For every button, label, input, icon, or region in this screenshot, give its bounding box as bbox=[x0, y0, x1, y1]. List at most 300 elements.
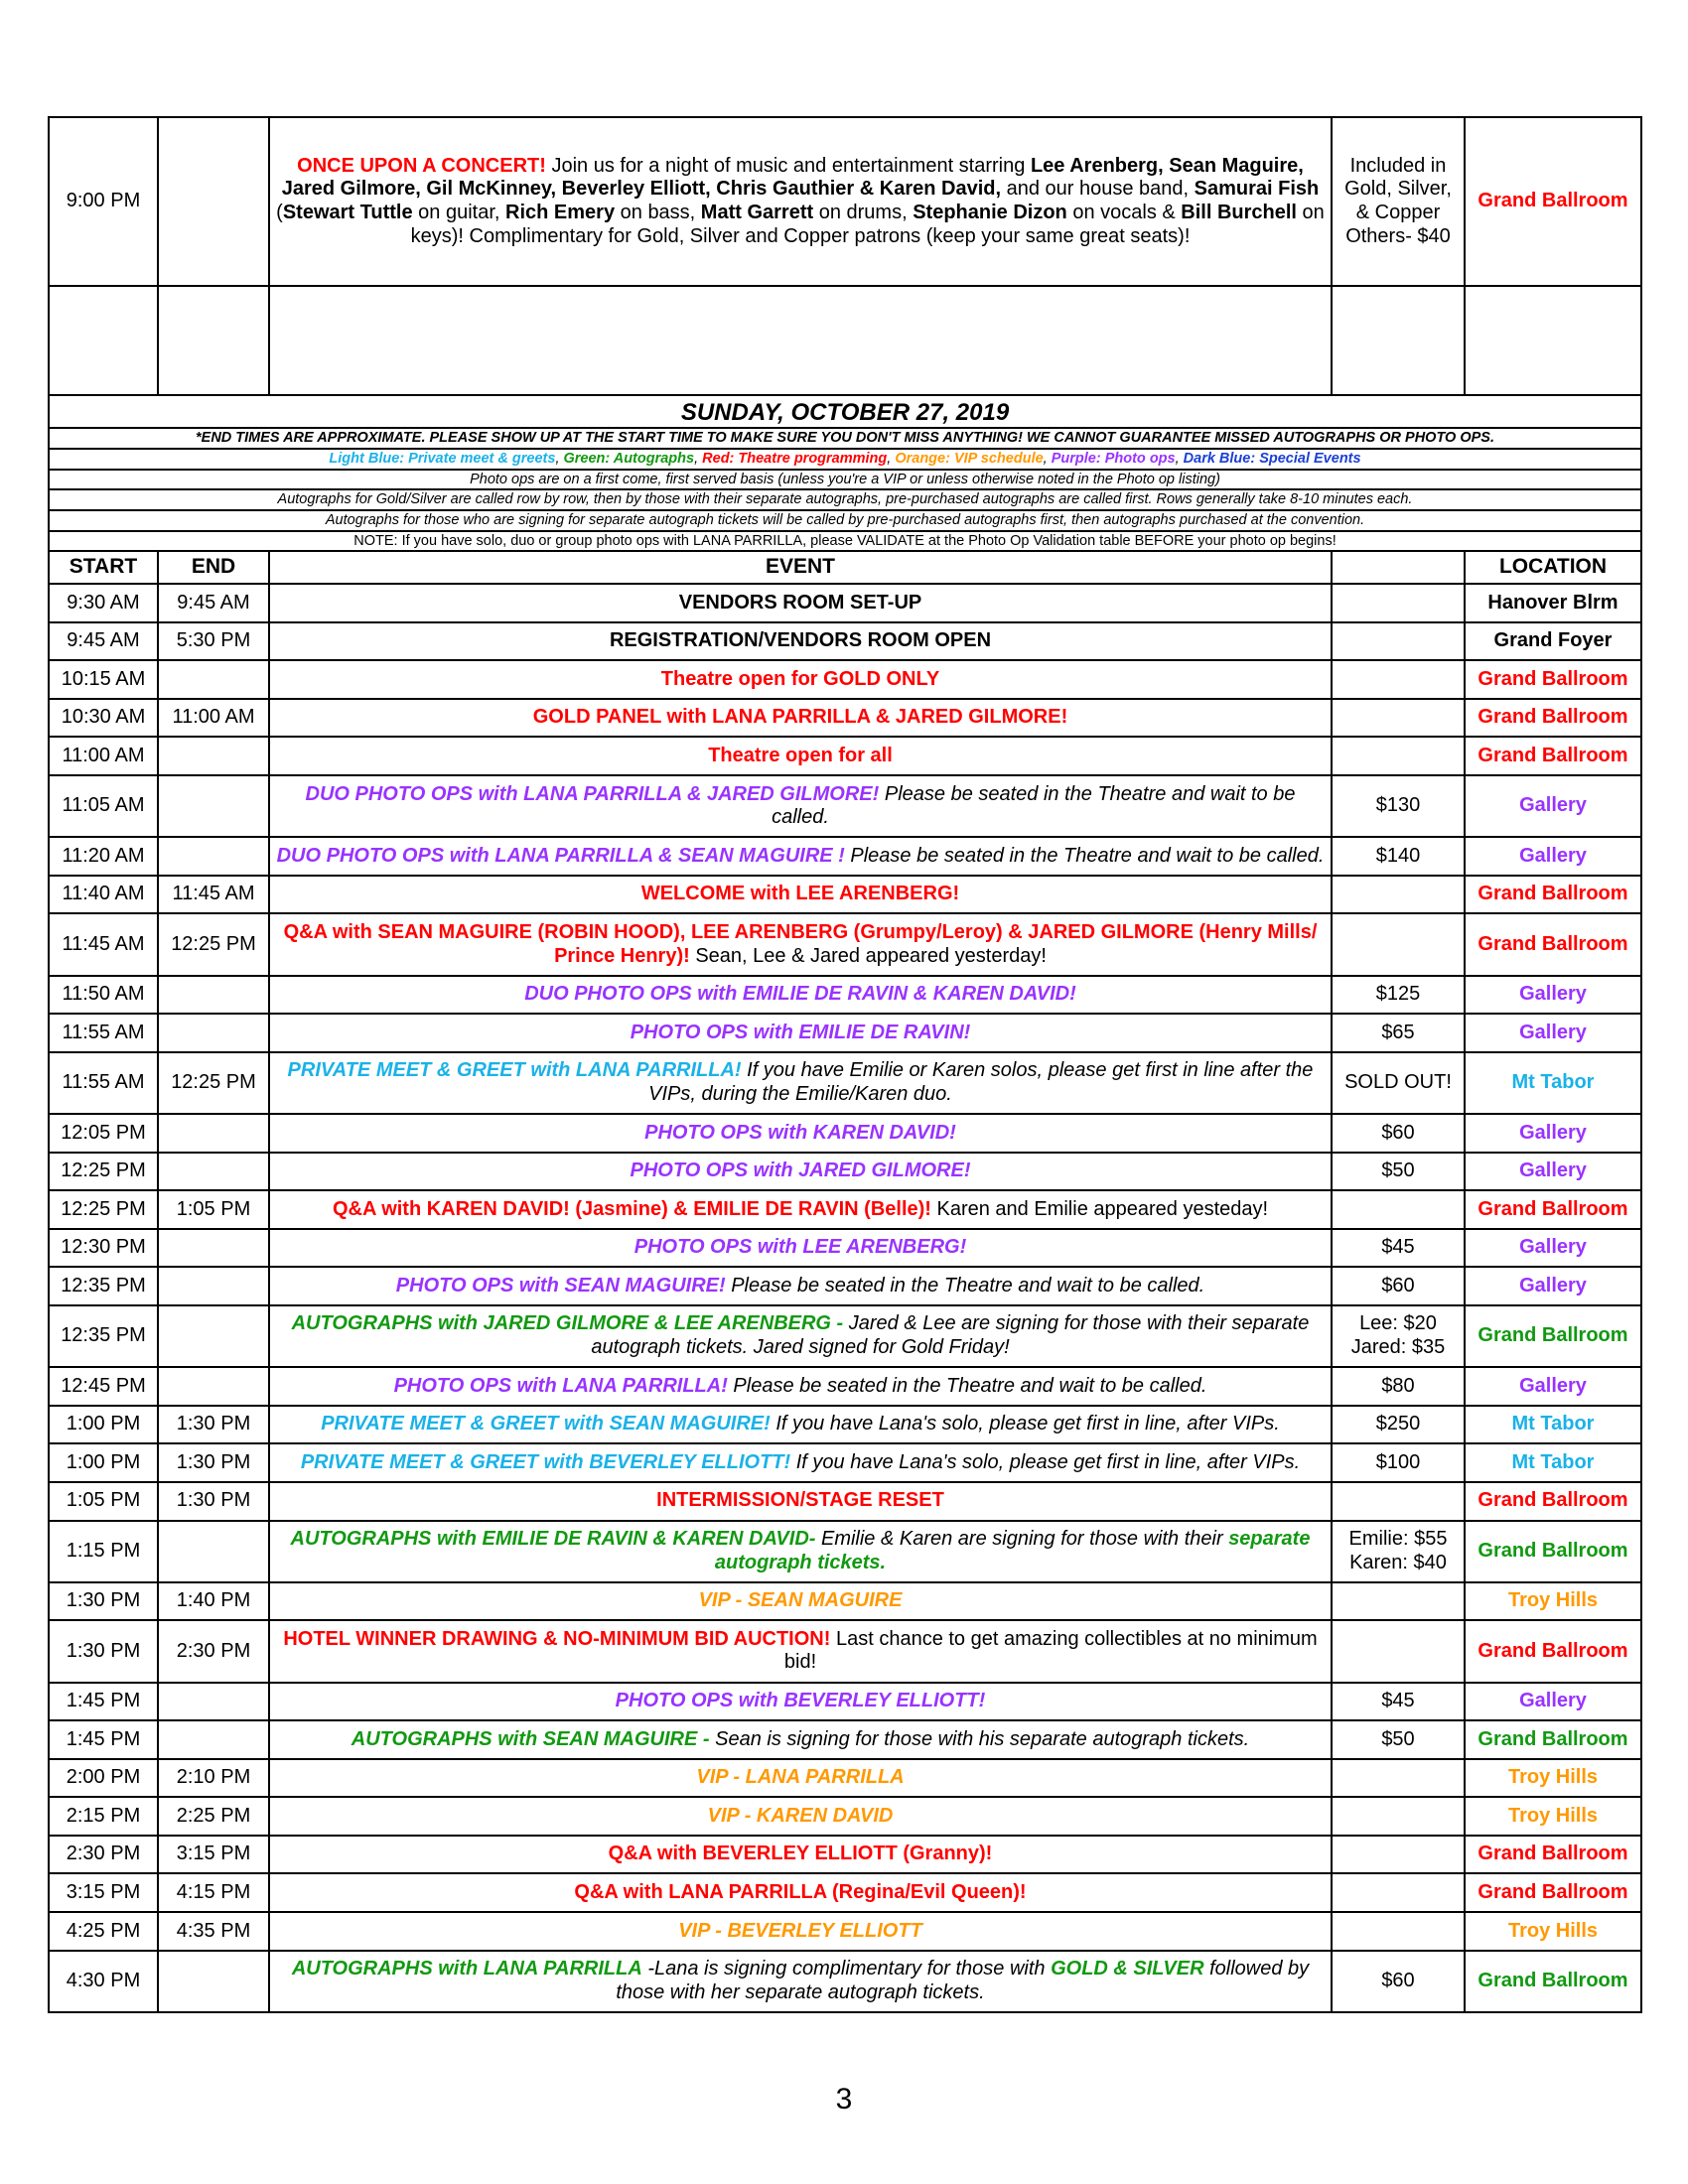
schedule-note bbox=[49, 531, 1641, 552]
schedule-row bbox=[49, 1014, 1641, 1052]
event-text: , bbox=[1175, 450, 1184, 467]
event-text: Q&A with LANA PARRILLA (Regina/Evil Queen)! bbox=[574, 1880, 1027, 1903]
start-time: 1:00 PM bbox=[49, 1406, 158, 1444]
event-text: , bbox=[1043, 450, 1052, 467]
price: $125 bbox=[1332, 976, 1465, 1015]
event-text: Lee Arenberg, Sean Maguire, Jared Gilmore, Gil McKinney, Beverley Elliott, Chris Gauthier & Karen David, bbox=[281, 154, 1304, 201]
event-text: VIP - KAREN DAVID bbox=[707, 1804, 894, 1827]
start-time: 12:05 PM bbox=[49, 1114, 158, 1153]
location: Grand Ballroom bbox=[1465, 699, 1641, 738]
event-text: on keys)! Complimentary for Gold, Silver and Copper patrons (keep your same great seats)! bbox=[410, 202, 1325, 247]
schedule-row bbox=[49, 1951, 1641, 2012]
price bbox=[1332, 1759, 1465, 1798]
event-description bbox=[269, 1912, 1332, 1951]
end-time: 2:30 PM bbox=[158, 1620, 269, 1682]
event-text: Please be seated in the Theatre and wait to be called. bbox=[725, 1274, 1205, 1297]
location: Gallery bbox=[1465, 976, 1641, 1015]
start-time: 11:55 AM bbox=[49, 1052, 158, 1114]
schedule-row bbox=[49, 976, 1641, 1015]
schedule-row bbox=[49, 584, 1641, 622]
location: Gallery bbox=[1465, 1114, 1641, 1153]
event-description bbox=[269, 775, 1332, 837]
event-text: ( bbox=[276, 202, 283, 223]
event-text: Please be seated in the Theatre and wait to be called. bbox=[844, 844, 1325, 867]
location: Gallery bbox=[1465, 775, 1641, 837]
event-text: NOTE: If you have solo, duo or group photo ops with LANA PARRILLA, please VALIDATE at the Photo Op Validation table BEFORE your photo op begins! bbox=[353, 532, 1336, 549]
start-time: 1:30 PM bbox=[49, 1582, 158, 1621]
event-description bbox=[269, 976, 1332, 1015]
location: Grand Ballroom bbox=[1465, 1873, 1641, 1912]
event-text: PHOTO OPS with KAREN DAVID! bbox=[644, 1121, 956, 1144]
end-time bbox=[158, 1683, 269, 1721]
event-text: PRIVATE MEET & GREET with BEVERLEY ELLIOTT! bbox=[300, 1450, 791, 1473]
location: Hanover Blrm bbox=[1465, 584, 1641, 622]
price: $80 bbox=[1332, 1367, 1465, 1406]
price bbox=[1332, 1797, 1465, 1836]
start-time: 11:20 AM bbox=[49, 837, 158, 876]
event-text: AUTOGRAPHS with SEAN MAGUIRE - bbox=[351, 1727, 710, 1750]
location: Grand Ballroom bbox=[1465, 1951, 1641, 2012]
note-row bbox=[49, 428, 1641, 449]
location: Grand Ballroom bbox=[1465, 1836, 1641, 1874]
event-text: PRIVATE MEET & GREET with SEAN MAGUIRE! bbox=[321, 1413, 771, 1435]
event-text: If you have Emilie or Karen solos, please get first in line after the VIPs, during the Emilie/Karen duo. bbox=[648, 1059, 1314, 1105]
event-text: Q&A with KAREN DAVID! (Jasmine) & EMILIE DE RAVIN (Belle)! bbox=[332, 1197, 931, 1220]
event-text: Bill Burchell bbox=[1181, 202, 1297, 223]
event-text: Orange: VIP schedule bbox=[895, 450, 1044, 467]
event-description bbox=[269, 1367, 1332, 1406]
price bbox=[1332, 876, 1465, 914]
event-text: *END TIMES ARE APPROXIMATE. PLEASE SHOW UP AT THE START TIME TO MAKE SURE YOU DON'T MISS ANYTHING! WE CANNOT GUARANTEE MISSED AUTOGRAPHS OR PHOTO OPS. bbox=[196, 430, 1494, 447]
event-description bbox=[269, 660, 1332, 699]
event-description bbox=[269, 1305, 1332, 1367]
event-description bbox=[269, 737, 1332, 775]
event-description bbox=[269, 1797, 1332, 1836]
start-time: 2:15 PM bbox=[49, 1797, 158, 1836]
schedule-row bbox=[49, 1720, 1641, 1759]
end-time: 1:05 PM bbox=[158, 1190, 269, 1229]
event-text: PHOTO OPS with EMILIE DE RAVIN! bbox=[630, 1021, 971, 1043]
event-text: Please be seated in the Theatre and wait to be called. bbox=[772, 782, 1296, 829]
schedule-row bbox=[49, 837, 1641, 876]
event-text: , bbox=[887, 450, 896, 467]
event-description bbox=[269, 1190, 1332, 1229]
column-header-location: LOCATION bbox=[1465, 551, 1641, 584]
start-time: 3:15 PM bbox=[49, 1873, 158, 1912]
end-time: 9:45 AM bbox=[158, 584, 269, 622]
end-time: 4:15 PM bbox=[158, 1873, 269, 1912]
event-text: Dark Blue: Special Events bbox=[1183, 450, 1361, 467]
event-text: PHOTO OPS with SEAN MAGUIRE! bbox=[395, 1274, 726, 1297]
note-row bbox=[49, 489, 1641, 510]
location: Grand Ballroom bbox=[1465, 1620, 1641, 1682]
price bbox=[1332, 699, 1465, 738]
schedule-row bbox=[49, 1406, 1641, 1444]
location: Mt Tabor bbox=[1465, 1406, 1641, 1444]
price: $50 bbox=[1332, 1153, 1465, 1191]
end-time bbox=[158, 737, 269, 775]
location: Grand Ballroom bbox=[1465, 1190, 1641, 1229]
schedule-row bbox=[49, 913, 1641, 975]
schedule-table bbox=[48, 116, 1642, 2013]
event-text: INTERMISSION/STAGE RESET bbox=[656, 1489, 944, 1512]
start-time: 9:45 AM bbox=[49, 622, 158, 661]
event-text: -Lana is signing complimentary for those with bbox=[641, 1958, 1052, 1980]
schedule-row bbox=[49, 1052, 1641, 1114]
location: Grand Ballroom bbox=[1465, 913, 1641, 975]
event-description bbox=[269, 622, 1332, 661]
location: Grand Ballroom bbox=[1465, 117, 1641, 286]
schedule-row bbox=[49, 775, 1641, 837]
event-text: DUO PHOTO OPS with LANA PARRILLA & JARED GILMORE! bbox=[305, 782, 880, 805]
start-time: 1:00 PM bbox=[49, 1443, 158, 1482]
column-header-event: EVENT bbox=[269, 551, 1332, 584]
end-time: 3:15 PM bbox=[158, 1836, 269, 1874]
concert-row bbox=[49, 117, 1641, 286]
page-number: 3 bbox=[835, 2083, 853, 2116]
event-text: If you have Lana's solo, please get first in line, after VIPs. bbox=[790, 1450, 1301, 1473]
end-time bbox=[158, 1305, 269, 1367]
event-description bbox=[269, 1443, 1332, 1482]
start-time: 12:30 PM bbox=[49, 1229, 158, 1268]
event-text: VIP - LANA PARRILLA bbox=[696, 1766, 905, 1789]
event-description bbox=[269, 1267, 1332, 1305]
price: Emilie: $55 Karen: $40 bbox=[1332, 1521, 1465, 1582]
event-text: Q&A with BEVERLEY ELLIOTT (Granny)! bbox=[608, 1843, 993, 1865]
location: Troy Hills bbox=[1465, 1582, 1641, 1621]
end-time bbox=[158, 1521, 269, 1582]
start-time: 11:05 AM bbox=[49, 775, 158, 837]
start-time: 9:30 AM bbox=[49, 584, 158, 622]
event-description bbox=[269, 1406, 1332, 1444]
start-time: 4:25 PM bbox=[49, 1912, 158, 1951]
end-time bbox=[158, 1114, 269, 1153]
end-time: 1:40 PM bbox=[158, 1582, 269, 1621]
price: $100 bbox=[1332, 1443, 1465, 1482]
event-text: Red: Theatre programming bbox=[702, 450, 888, 467]
event-text: Purple: Photo ops bbox=[1051, 450, 1176, 467]
note-row bbox=[49, 449, 1641, 470]
event-text: Join us for a night of music and entertainment starring bbox=[551, 154, 1031, 177]
schedule-row bbox=[49, 1305, 1641, 1367]
event-text: Karen and Emilie appeared yesteday! bbox=[930, 1197, 1269, 1220]
location: Grand Ballroom bbox=[1465, 1482, 1641, 1521]
event-description bbox=[269, 1759, 1332, 1798]
end-time bbox=[158, 1720, 269, 1759]
event-description bbox=[269, 1521, 1332, 1582]
note-row bbox=[49, 531, 1641, 552]
event-description bbox=[269, 117, 1332, 286]
price bbox=[1332, 1873, 1465, 1912]
start-time: 11:50 AM bbox=[49, 976, 158, 1015]
end-time: 1:30 PM bbox=[158, 1443, 269, 1482]
end-time: 1:30 PM bbox=[158, 1482, 269, 1521]
start-time: 1:30 PM bbox=[49, 1620, 158, 1682]
price: $60 bbox=[1332, 1114, 1465, 1153]
end-time bbox=[158, 1229, 269, 1268]
event-text: Emilie & Karen are signing for those with their bbox=[815, 1528, 1229, 1551]
schedule-row bbox=[49, 876, 1641, 914]
end-time: 2:10 PM bbox=[158, 1759, 269, 1798]
price bbox=[1332, 1582, 1465, 1621]
end-time bbox=[158, 1014, 269, 1052]
column-header-start: START bbox=[49, 551, 158, 584]
event-text: GOLD PANEL with LANA PARRILLA & JARED GILMORE! bbox=[532, 706, 1068, 729]
event-description bbox=[269, 1620, 1332, 1682]
note-row bbox=[49, 510, 1641, 531]
schedule-row bbox=[49, 1229, 1641, 1268]
end-time: 11:45 AM bbox=[158, 876, 269, 914]
price bbox=[1332, 1912, 1465, 1951]
schedule-row bbox=[49, 1153, 1641, 1191]
event-description bbox=[269, 1153, 1332, 1191]
price: $130 bbox=[1332, 775, 1465, 837]
location: Gallery bbox=[1465, 1153, 1641, 1191]
price: $65 bbox=[1332, 1014, 1465, 1052]
end-time: 11:00 AM bbox=[158, 699, 269, 738]
price bbox=[1332, 622, 1465, 661]
end-time: 12:25 PM bbox=[158, 913, 269, 975]
event-text: , bbox=[555, 450, 564, 467]
end-time: 12:25 PM bbox=[158, 1052, 269, 1114]
schedule-row bbox=[49, 1367, 1641, 1406]
event-text: Q&A with SEAN MAGUIRE (ROBIN HOOD), LEE ARENBERG (Grumpy/Leroy) & JARED GILMORE (Henry Mills/ Prince Henry)! bbox=[283, 920, 1318, 967]
spacer-row bbox=[49, 286, 1641, 395]
start-time: 11:00 AM bbox=[49, 737, 158, 775]
start-time: 12:35 PM bbox=[49, 1305, 158, 1367]
event-description bbox=[269, 837, 1332, 876]
event-description bbox=[269, 584, 1332, 622]
start-time: 10:15 AM bbox=[49, 660, 158, 699]
event-text: Light Blue: Private meet & greets bbox=[329, 450, 556, 467]
day-title-row bbox=[49, 395, 1641, 428]
event-text: VIP - BEVERLEY ELLIOTT bbox=[678, 1919, 922, 1942]
location: Gallery bbox=[1465, 1014, 1641, 1052]
event-text: on vocals & bbox=[1066, 202, 1182, 223]
price: $60 bbox=[1332, 1267, 1465, 1305]
color-legend bbox=[49, 449, 1641, 470]
event-text: separate autograph tickets. bbox=[714, 1528, 1311, 1573]
location: Grand Foyer bbox=[1465, 622, 1641, 661]
end-time bbox=[158, 1951, 269, 2012]
price bbox=[1332, 737, 1465, 775]
price bbox=[1332, 660, 1465, 699]
end-time bbox=[158, 117, 269, 286]
event-text: Matt Garrett bbox=[700, 202, 814, 223]
schedule-row bbox=[49, 1797, 1641, 1836]
event-text: PHOTO OPS with LEE ARENBERG! bbox=[633, 1236, 967, 1259]
price: $250 bbox=[1332, 1406, 1465, 1444]
location: Troy Hills bbox=[1465, 1759, 1641, 1798]
event-description bbox=[269, 1683, 1332, 1721]
start-time: 11:45 AM bbox=[49, 913, 158, 975]
location: Grand Ballroom bbox=[1465, 1521, 1641, 1582]
event-text: Please be seated in the Theatre and wait to be called. bbox=[727, 1374, 1207, 1397]
end-time bbox=[158, 775, 269, 837]
location: Grand Ballroom bbox=[1465, 1305, 1641, 1367]
event-text: Photo ops are on a first come, first served basis (unless you're a VIP or unless otherwise noted in the Photo op listing) bbox=[470, 471, 1220, 487]
price: $50 bbox=[1332, 1720, 1465, 1759]
schedule-row bbox=[49, 1267, 1641, 1305]
price: $60 bbox=[1332, 1951, 1465, 2012]
schedule-note bbox=[49, 428, 1641, 449]
start-time: 10:30 AM bbox=[49, 699, 158, 738]
event-text: DUO PHOTO OPS with EMILIE DE RAVIN & KAREN DAVID! bbox=[524, 983, 1076, 1006]
location: Gallery bbox=[1465, 1267, 1641, 1305]
schedule-row bbox=[49, 1114, 1641, 1153]
event-text: Green: Autographs bbox=[563, 450, 695, 467]
event-text: ONCE UPON A CONCERT! bbox=[297, 154, 552, 177]
start-time: 2:30 PM bbox=[49, 1836, 158, 1874]
price: $45 bbox=[1332, 1229, 1465, 1268]
event-description bbox=[269, 876, 1332, 914]
event-text: Stewart Tuttle bbox=[282, 202, 413, 223]
event-description bbox=[269, 1951, 1332, 2012]
start-time: 2:00 PM bbox=[49, 1759, 158, 1798]
location: Grand Ballroom bbox=[1465, 737, 1641, 775]
schedule-row bbox=[49, 737, 1641, 775]
event-text: PHOTO OPS with JARED GILMORE! bbox=[630, 1160, 971, 1182]
event-description bbox=[269, 1014, 1332, 1052]
schedule-row bbox=[49, 1912, 1641, 1951]
end-time bbox=[158, 1153, 269, 1191]
event-description bbox=[269, 1836, 1332, 1874]
event-description bbox=[269, 1720, 1332, 1759]
start-time: 1:45 PM bbox=[49, 1720, 158, 1759]
event-text: Theatre open for all bbox=[708, 744, 893, 766]
location: Mt Tabor bbox=[1465, 1052, 1641, 1114]
event-description bbox=[269, 699, 1332, 738]
schedule-row bbox=[49, 622, 1641, 661]
price bbox=[1332, 1836, 1465, 1874]
price bbox=[1332, 1620, 1465, 1682]
schedule-row bbox=[49, 1190, 1641, 1229]
event-text: REGISTRATION/VENDORS ROOM OPEN bbox=[609, 629, 992, 652]
location: Grand Ballroom bbox=[1465, 660, 1641, 699]
event-text: DUO PHOTO OPS with LANA PARRILLA & SEAN MAGUIRE ! bbox=[276, 844, 845, 867]
price bbox=[1332, 584, 1465, 622]
event-text: AUTOGRAPHS with LANA PARRILLA bbox=[291, 1958, 642, 1980]
start-time: 4:30 PM bbox=[49, 1951, 158, 2012]
price: $45 bbox=[1332, 1683, 1465, 1721]
start-time: 1:45 PM bbox=[49, 1683, 158, 1721]
schedule-note bbox=[49, 489, 1641, 510]
event-text: , bbox=[694, 450, 703, 467]
event-text: HOTEL WINNER DRAWING & NO-MINIMUM BID AUCTION! bbox=[283, 1627, 831, 1650]
event-description bbox=[269, 1114, 1332, 1153]
event-text: VENDORS ROOM SET-UP bbox=[678, 591, 922, 614]
column-header-row bbox=[49, 551, 1641, 584]
event-text: GOLD & SILVER bbox=[1051, 1958, 1204, 1980]
schedule-row bbox=[49, 1582, 1641, 1621]
start-time: 11:55 AM bbox=[49, 1014, 158, 1052]
schedule-row bbox=[49, 1759, 1641, 1798]
price: Included in Gold, Silver, & Copper Others- $40 bbox=[1332, 117, 1465, 286]
end-time bbox=[158, 976, 269, 1015]
event-description bbox=[269, 1482, 1332, 1521]
location: Grand Ballroom bbox=[1465, 876, 1641, 914]
event-description bbox=[269, 1229, 1332, 1268]
location: Grand Ballroom bbox=[1465, 1720, 1641, 1759]
end-time bbox=[158, 837, 269, 876]
location: Gallery bbox=[1465, 837, 1641, 876]
event-text: on guitar, bbox=[412, 202, 506, 223]
end-time bbox=[158, 1267, 269, 1305]
event-text: on drums, bbox=[813, 202, 914, 223]
event-text: followed by those with her separate autograph tickets. bbox=[616, 1958, 1310, 2003]
start-time: 12:25 PM bbox=[49, 1153, 158, 1191]
event-text: AUTOGRAPHS with JARED GILMORE & LEE ARENBERG - bbox=[291, 1312, 844, 1335]
event-text: WELCOME with LEE ARENBERG! bbox=[640, 883, 960, 905]
event-description bbox=[269, 913, 1332, 975]
schedule-row bbox=[49, 699, 1641, 738]
start-time: 11:40 AM bbox=[49, 876, 158, 914]
start-time: 12:25 PM bbox=[49, 1190, 158, 1229]
event-text: Theatre open for GOLD ONLY bbox=[660, 667, 940, 690]
price: $140 bbox=[1332, 837, 1465, 876]
location: Gallery bbox=[1465, 1683, 1641, 1721]
note-row bbox=[49, 470, 1641, 490]
location: Gallery bbox=[1465, 1229, 1641, 1268]
price: SOLD OUT! bbox=[1332, 1052, 1465, 1114]
end-time: 5:30 PM bbox=[158, 622, 269, 661]
end-time bbox=[158, 660, 269, 699]
column-header-end: END bbox=[158, 551, 269, 584]
start-time: 9:00 PM bbox=[49, 117, 158, 286]
event-text: Sean is signing for those with his separate autograph tickets. bbox=[709, 1727, 1250, 1750]
event-text: If you have Lana's solo, please get first in line, after VIPs. bbox=[770, 1413, 1280, 1435]
schedule-row bbox=[49, 1873, 1641, 1912]
event-text: Autographs for Gold/Silver are called row by row, then by those with their separate autographs, pre-purchased autographs are called first. Rows generally take 8-10 minutes each. bbox=[277, 491, 1413, 508]
schedule-row bbox=[49, 1620, 1641, 1682]
column-header-price bbox=[1332, 551, 1465, 584]
location: Troy Hills bbox=[1465, 1912, 1641, 1951]
schedule-row bbox=[49, 1836, 1641, 1874]
event-text: Rich Emery bbox=[505, 202, 616, 223]
schedule-row bbox=[49, 1443, 1641, 1482]
event-text: Jared & Lee are signing for those with their separate autograph tickets. Jared signed for Gold Friday! bbox=[591, 1312, 1310, 1359]
event-description bbox=[269, 1873, 1332, 1912]
schedule-note bbox=[49, 470, 1641, 490]
schedule-row bbox=[49, 1521, 1641, 1582]
start-time: 1:15 PM bbox=[49, 1521, 158, 1582]
end-time: 2:25 PM bbox=[158, 1797, 269, 1836]
start-time: 12:35 PM bbox=[49, 1267, 158, 1305]
schedule-row bbox=[49, 1683, 1641, 1721]
event-text: Samurai Fish bbox=[1194, 178, 1320, 201]
end-time bbox=[158, 1367, 269, 1406]
schedule-note bbox=[49, 510, 1641, 531]
event-description bbox=[269, 1582, 1332, 1621]
location: Troy Hills bbox=[1465, 1797, 1641, 1836]
schedule-row bbox=[49, 660, 1641, 699]
start-time: 1:05 PM bbox=[49, 1482, 158, 1521]
event-text: PHOTO OPS with LANA PARRILLA! bbox=[393, 1374, 728, 1397]
event-text: VIP - SEAN MAGUIRE bbox=[698, 1589, 903, 1612]
event-text: AUTOGRAPHS with EMILIE DE RAVIN & KAREN DAVID- bbox=[290, 1528, 816, 1551]
location: Gallery bbox=[1465, 1367, 1641, 1406]
event-text: on bass, bbox=[615, 202, 701, 223]
price bbox=[1332, 913, 1465, 975]
start-time: 12:45 PM bbox=[49, 1367, 158, 1406]
event-text: PHOTO OPS with BEVERLEY ELLIOTT! bbox=[615, 1690, 986, 1712]
event-text: Stephanie Dizon bbox=[913, 202, 1067, 223]
schedule-row bbox=[49, 1482, 1641, 1521]
event-text: PRIVATE MEET & GREET with LANA PARRILLA! bbox=[287, 1059, 742, 1082]
event-text: Autographs for those who are signing for separate autograph tickets will be called by pre-purchased autographs first, then autographs purchased at the convention. bbox=[325, 512, 1365, 528]
price bbox=[1332, 1190, 1465, 1229]
event-text: Last chance to get amazing collectibles at no minimum bid! bbox=[783, 1627, 1318, 1674]
